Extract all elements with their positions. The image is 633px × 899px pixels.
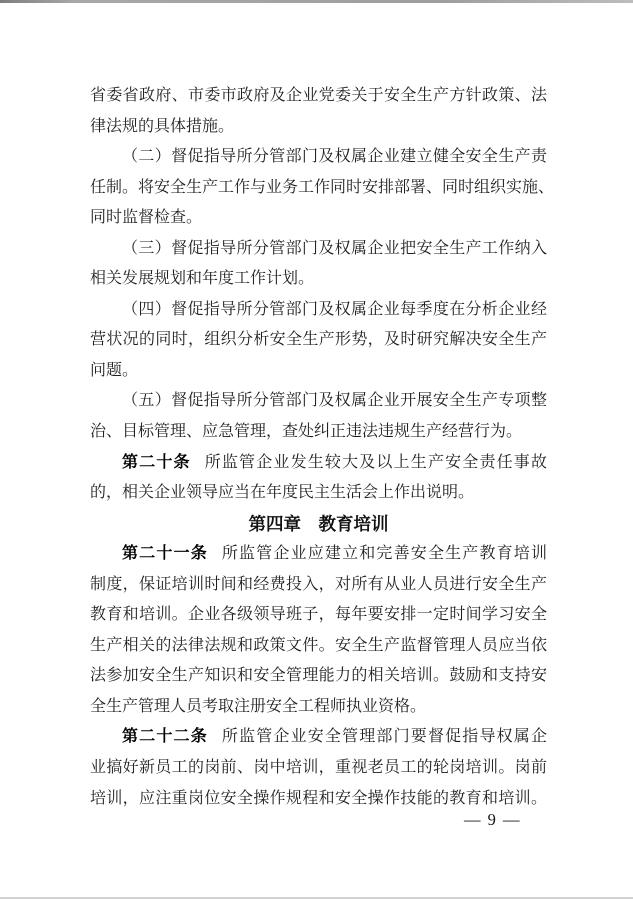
doc-line: （四）督促指导所分管部门及权属企业每季度在分析企业经 [122, 300, 547, 318]
doc-line-article-20 [90, 448, 547, 479]
article-text: 所监管企业应建立和完善安全生产教育培训 [221, 545, 547, 563]
doc-line-article-21 [90, 539, 547, 570]
doc-line: 生产相关的法律法规和政策文件。安全生产监督管理人员应当依 [90, 636, 547, 654]
doc-line: （三）督促指导所分管部门及权属企业把安全生产工作纳入 [122, 239, 547, 257]
article-number: 第二十一条 [122, 545, 208, 563]
doc-line-article-22 [90, 722, 547, 753]
doc-line: 法参加安全生产知识和安全管理能力的相关培训。鼓励和支持安 [90, 667, 547, 685]
doc-line: 任制。将安全生产工作与业务工作同时安排部署、同时组织实施、 [90, 178, 555, 196]
article-number: 第二十条 [122, 453, 191, 471]
doc-line: 问题。 [90, 361, 139, 379]
doc-line: 治、目标管理、应急管理，查处纠正违法违规生产经营行为。 [90, 423, 523, 441]
doc-line: 制度，保证培训时间和经费投入，对所有从业人员进行安全生产 [90, 575, 547, 593]
doc-line: 营状况的同时，组织分析安全生产形势，及时研究解决安全生产 [90, 331, 547, 349]
doc-line: 省委省政府、市委市政府及企业党委关于安全生产方针政策、法 [90, 87, 547, 104]
doc-line: 相关发展规划和年度工作计划。 [90, 270, 315, 288]
doc-line: 律法规的具体措施。 [90, 117, 235, 135]
doc-line: 的，相关企业领导应当在年度民主生活会上作出说明。 [90, 484, 475, 502]
doc-line: 同时监督检查。 [90, 209, 203, 227]
doc-line: 全生产管理人员考取注册安全工程师执业资格。 [90, 697, 427, 715]
page-top-edge [0, 0, 633, 3]
doc-line: （二）督促指导所分管部门及权属企业建立健全安全生产责 [122, 148, 547, 166]
document-body [90, 81, 555, 814]
chapter-heading: 第四章 教育培训 [248, 513, 389, 534]
doc-line: 教育和培训。企业各级领导班子，每年要安排一定时间学习安全 [90, 606, 547, 624]
doc-line: 培训，应注重岗位安全操作规程和安全操作技能的教育和培训。 [90, 789, 547, 807]
article-text: 所监管企业发生较大及以上生产安全责任事故 [204, 453, 547, 471]
page-number: — 9 — [464, 810, 521, 829]
article-text: 所监管企业安全管理部门要督促指导权属企 [221, 728, 547, 746]
doc-line: 业搞好新员工的岗前、岗中培训，重视老员工的轮岗培训。岗前 [90, 759, 547, 777]
article-number: 第二十二条 [122, 728, 208, 746]
doc-line: （五）督促指导所分管部门及权属企业开展安全生产专项整 [122, 392, 547, 410]
